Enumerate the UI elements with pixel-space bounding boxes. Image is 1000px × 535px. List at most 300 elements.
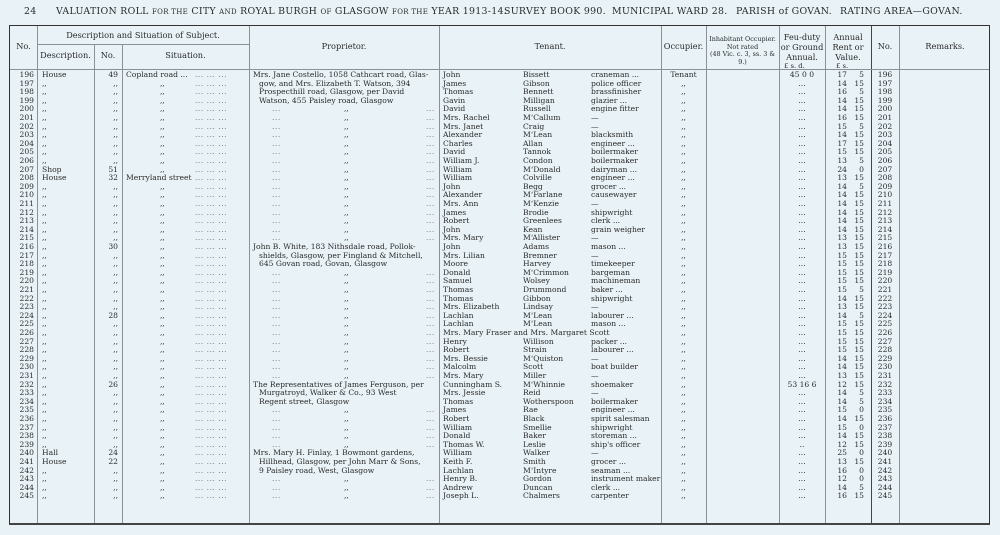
entry-no: 224 (19, 310, 34, 320)
rent-pounds: 13 (837, 457, 847, 466)
house-no: ,, (113, 147, 118, 157)
feu-duty: ... (798, 285, 806, 294)
situation: ,, (160, 353, 165, 363)
tenant-first-name: Lachlan (443, 465, 474, 475)
occupier: ,, (681, 388, 686, 398)
house-no: ,, (113, 250, 118, 260)
rent-pounds: 16 (837, 113, 847, 122)
rent-shillings: 15 (854, 216, 864, 226)
occupier: ,, (681, 491, 686, 501)
occupier: ,, (681, 78, 686, 88)
feu-duty: ... (798, 482, 806, 492)
proprietor-ditto: ,, (344, 156, 349, 165)
rent-shillings: 5 (859, 388, 864, 398)
rent-pounds: 14 (837, 181, 847, 191)
description: ,, (42, 345, 47, 355)
tenant-first-name: Alexander (443, 130, 483, 140)
proprietor-ditto: ,, (344, 362, 349, 372)
description: ,, (42, 439, 47, 449)
proprietor-ditto: ,, (344, 104, 349, 114)
entry-no-right: 228 (877, 345, 893, 355)
rent-shillings: 5 (859, 310, 864, 320)
proprietor-ditto: ... (272, 233, 281, 243)
feu-duty: ... (798, 224, 806, 234)
tenant-occupation: — (591, 448, 599, 458)
situation: ,, (160, 95, 165, 105)
entry-no-right: 204 (877, 138, 893, 148)
proprietor-ditto: ... (272, 474, 281, 484)
rent-shillings: 5 (859, 70, 864, 79)
rent-pounds: 14 (837, 78, 847, 88)
leader-dots: ... ... ... (195, 302, 228, 312)
situation: ,, (160, 207, 165, 217)
house-no: ,, (113, 319, 118, 329)
leader-dots: ... ... ... (195, 405, 228, 415)
proprietor-ditto: ... (426, 156, 435, 165)
tenant-occupation: mason ... (591, 319, 626, 329)
entry-no: 209 (19, 181, 34, 191)
entry-no: 204 (19, 138, 34, 148)
page-number: 24 (24, 6, 37, 17)
feu-duty: ... (798, 465, 806, 475)
description: ,, (42, 233, 47, 243)
description: ,, (42, 199, 47, 208)
feu-duty: ... (798, 422, 806, 432)
occupier: ,, (681, 121, 686, 131)
proprietor-ditto: ... (426, 173, 435, 183)
proprietor-ditto: ... (272, 310, 281, 320)
leader-dots: ... ... ... (195, 121, 228, 131)
occupier: ,, (681, 371, 686, 380)
occupier: ,, (681, 353, 686, 363)
entry-no-right: 237 (877, 422, 893, 432)
col-occupier: Occupier. (663, 41, 704, 51)
entry-no-right: 200 (877, 104, 893, 114)
tenant-occupation: boilermaker (591, 147, 638, 157)
feu-duty: ... (798, 371, 806, 380)
entry-no-right: 217 (877, 250, 893, 260)
leader-dots: ... ... ... (195, 448, 228, 458)
description: ,, (42, 156, 47, 165)
feu-duty: ... (798, 130, 806, 140)
roll-title: VALUATION ROLL FOR THE CITY AND ROYAL BURGH OF GLASGOW FOR THE YEAR 1913-14. (56, 6, 508, 17)
proprietor-ditto: ,, (344, 353, 349, 363)
rent-shillings: 15 (854, 173, 864, 183)
entry-no-right: 222 (877, 293, 893, 303)
feu-duty: ... (798, 104, 806, 114)
situation: ,, (160, 199, 165, 208)
rent-pounds: 15 (837, 405, 847, 415)
entry-no: 240 (19, 448, 34, 458)
tenant-occupation: — (591, 388, 599, 398)
leader-dots: ... ... ... (195, 242, 228, 251)
tenant-first-name: Mrs. Mary (443, 233, 484, 243)
situation: ,, (160, 156, 165, 165)
proprietor-ditto: ,, (344, 431, 349, 441)
tenant-first-name: Lachlan (443, 310, 474, 320)
proprietor-ditto: ,, (344, 482, 349, 492)
house-no: ,, (113, 414, 118, 423)
house-no: 49 (108, 70, 118, 79)
entry-no-right: 202 (877, 121, 893, 131)
entry-no: 220 (19, 276, 34, 286)
occupier: ,, (681, 147, 686, 157)
col-feu-duty: Feu-duty or Ground Annual. (780, 32, 824, 62)
situation: ,, (160, 233, 165, 243)
survey-book: SURVEY BOOK 990. (504, 6, 606, 17)
rent-units: £ s. (836, 62, 849, 70)
situation: ,, (160, 319, 165, 329)
house-no: ,, (113, 491, 118, 501)
house-no: ,, (113, 130, 118, 140)
proprietor-ditto: ... (426, 138, 435, 148)
description: ,, (42, 302, 47, 312)
tenant-surname: M‘Lean (523, 319, 553, 329)
description: ,, (42, 87, 47, 97)
house-no: 22 (108, 457, 118, 466)
feu-duty: ... (798, 156, 806, 165)
description: ,, (42, 138, 47, 148)
entry-no: 233 (19, 388, 34, 398)
entry-no: 217 (19, 250, 34, 260)
proprietor-ditto: ,, (344, 285, 349, 294)
situation: ,, (160, 276, 165, 286)
occupier: ,, (681, 242, 686, 251)
tenant-surname: M‘Lean (523, 130, 553, 140)
rent-pounds: 15 (837, 121, 847, 131)
tenant-surname: Begg (523, 181, 543, 191)
leader-dots: ... ... ... (195, 216, 228, 226)
description: ,, (42, 78, 47, 88)
description: ,, (42, 336, 47, 346)
proprietor-ditto: ,, (344, 336, 349, 346)
entry-no: 203 (19, 130, 34, 140)
entry-no: 237 (19, 422, 34, 432)
house-no: ,, (113, 353, 118, 363)
rent-shillings: 15 (854, 371, 864, 380)
rent-pounds: 13 (837, 233, 847, 243)
proprietor-ditto: ... (426, 216, 435, 226)
house-no: ,, (113, 328, 118, 337)
situation: ,, (160, 465, 165, 475)
entry-no: 223 (19, 302, 34, 312)
col-remarks: Remarks. (925, 41, 965, 51)
tenant-surname: M‘Lean (523, 310, 553, 320)
occupier: ,, (681, 138, 686, 148)
house-no: ,, (113, 259, 118, 269)
tenant-first-name: Mrs. Lilian (443, 250, 485, 260)
feu-duty: ... (798, 310, 806, 320)
situation: Merryland street (126, 173, 192, 183)
occupier: ,, (681, 362, 686, 372)
entry-no: 205 (19, 147, 34, 157)
tenant-occupation: — (591, 250, 599, 260)
leader-dots: ... ... ... (195, 164, 228, 174)
tenant-surname: Baker (523, 431, 546, 441)
description: ,, (42, 216, 47, 226)
rent-pounds: 12 (837, 474, 847, 484)
proprietor-ditto: ... (272, 156, 281, 165)
entry-no-right: 223 (877, 302, 893, 312)
leader-dots: ... ... ... (195, 113, 228, 122)
house-no: 30 (108, 242, 118, 251)
house-no: ,, (113, 396, 118, 406)
proprietor-ditto: ... (272, 199, 281, 208)
tenant-surname: M‘Farlane (523, 190, 563, 200)
proprietor-ditto: ... (426, 293, 435, 303)
feu-duty: ... (798, 388, 806, 398)
rent-pounds: 16 (837, 465, 847, 475)
situation: ,, (160, 250, 165, 260)
tenant-occupation: craneman ... (591, 70, 640, 79)
tenant-first-name: Robert (443, 216, 470, 226)
tenant-first-name: Henry (443, 336, 467, 346)
rent-shillings: 5 (859, 396, 864, 406)
occupier: ,, (681, 336, 686, 346)
proprietor-ditto: ... (272, 181, 281, 191)
tenant-first-name: Thomas (443, 293, 474, 303)
rent-pounds: 15 (837, 319, 847, 329)
leader-dots: ... ... ... (195, 276, 228, 286)
entry-no-right: 232 (877, 379, 893, 389)
leader-dots: ... ... ... (195, 70, 228, 79)
entry-no: 196 (19, 70, 34, 79)
feu-duty: ... (798, 113, 806, 122)
tenant-occupation: shoemaker (591, 379, 634, 389)
rent-pounds: 25 (837, 448, 847, 458)
entry-no-right: 245 (877, 491, 893, 501)
occupier: ,, (681, 439, 686, 449)
house-no: 28 (108, 310, 118, 320)
feu-duty: ... (798, 405, 806, 415)
entry-no-right: 229 (877, 353, 893, 363)
rent-shillings: 15 (854, 328, 864, 337)
feu-duty: ... (798, 328, 806, 337)
tenant-occupation: clerk ... (591, 482, 621, 492)
leader-dots: ... ... ... (195, 336, 228, 346)
rent-shillings: 15 (854, 379, 864, 389)
house-no: ,, (113, 336, 118, 346)
proprietor-ditto: ... (272, 207, 281, 217)
proprietor-ditto: ... (272, 285, 281, 294)
proprietor-ditto: ... (272, 414, 281, 423)
proprietor-ditto: ... (426, 474, 435, 484)
tenant-first-name: Thomas (443, 396, 474, 406)
leader-dots: ... ... ... (195, 285, 228, 294)
proprietor-ditto: ... (272, 121, 281, 131)
tenant-surname: Lindsay (523, 302, 553, 312)
proprietor-ditto: ... (426, 104, 435, 114)
rent-pounds: 14 (837, 482, 847, 492)
col-no-right: No. (877, 41, 893, 51)
tenant-occupation: labourer ... (591, 345, 634, 355)
rent-shillings: 15 (854, 457, 864, 466)
rent-shillings: 15 (854, 138, 864, 148)
col-house-no: No. (100, 50, 116, 60)
proprietor-ditto: ... (272, 336, 281, 346)
table-row (10, 492, 989, 501)
municipal-ward: MUNICIPAL WARD 28. (612, 6, 728, 17)
tenant-surname: Milligan (523, 95, 555, 105)
proprietor-ditto: ... (272, 422, 281, 432)
proprietor-line: 645 Govan road, Govan, Glasgow (259, 259, 388, 269)
proprietor-ditto: ,, (344, 147, 349, 157)
rent-pounds: 15 (837, 259, 847, 269)
tenant-first-name: James (443, 207, 467, 217)
entry-no-right: 231 (877, 371, 893, 380)
description: ,, (42, 310, 47, 320)
occupier: ,, (681, 396, 686, 406)
tenant-occupation: boilermaker (591, 396, 638, 406)
entry-no: 238 (19, 431, 34, 441)
entry-no-right: 207 (877, 164, 893, 174)
tenant-surname: Colville (523, 173, 552, 183)
feu-duty: ... (798, 138, 806, 148)
occupier: ,, (681, 164, 686, 174)
rent-pounds: 13 (837, 242, 847, 251)
leader-dots: ... ... ... (195, 293, 228, 303)
situation: ,, (160, 414, 165, 423)
feu-duty: 45 0 0 (789, 70, 815, 79)
feu-duty: ... (798, 267, 806, 277)
tenant-occupation: boilermaker (591, 156, 638, 165)
tenant-first-name: Mrs. Mary (443, 371, 484, 380)
description: Hall (42, 448, 59, 458)
tenant-occupation: clerk ... (591, 216, 621, 226)
tenant-first-name: Henry B. (443, 474, 478, 484)
leader-dots: ... ... ... (195, 181, 228, 191)
leader-dots: ... ... ... (195, 233, 228, 243)
proprietor-ditto: ,, (344, 422, 349, 432)
proprietor-ditto: ... (426, 371, 435, 380)
house-no: ,, (113, 276, 118, 286)
proprietor-ditto: ,, (344, 302, 349, 312)
tenant-first-name: Mrs. Jessie (443, 388, 486, 398)
tenant-occupation: — (591, 199, 599, 208)
proprietor-ditto: ,, (344, 310, 349, 320)
situation: ,, (160, 130, 165, 140)
col-proprietor: Proprietor. (321, 41, 367, 51)
proprietor-ditto: ,, (344, 491, 349, 501)
col-no: No. (16, 41, 31, 51)
entry-no: 241 (19, 457, 34, 466)
col-tenant: Tenant. (534, 41, 566, 51)
house-no: 24 (108, 448, 118, 458)
tenant-surname: Miller (523, 371, 547, 380)
tenant-surname: Drummond (523, 285, 567, 294)
tenant-occupation: carpenter (591, 491, 629, 501)
proprietor-ditto: ,, (344, 371, 349, 380)
tenant-surname: Bissett (523, 70, 550, 79)
proprietor-ditto: ... (426, 199, 435, 208)
proprietor-ditto: ... (272, 362, 281, 372)
entry-no: 234 (19, 396, 34, 406)
rent-pounds: 15 (837, 147, 847, 157)
description: ,, (42, 431, 47, 441)
proprietor-ditto: ,, (344, 121, 349, 131)
entry-no: 201 (19, 113, 34, 122)
proprietor-ditto: ,, (344, 130, 349, 140)
proprietor-ditto: ... (272, 138, 281, 148)
proprietor-ditto: ,, (344, 405, 349, 415)
tenant-surname: Kean (523, 224, 543, 234)
tenant-surname: Reid (523, 388, 541, 398)
tenant-occupation: — (591, 113, 599, 122)
tenant-surname: Black (523, 414, 545, 423)
leader-dots: ... ... ... (195, 465, 228, 475)
tenant-surname: M‘Kenzie (523, 199, 559, 208)
rent-pounds: 15 (837, 422, 847, 432)
entry-no-right: 218 (877, 259, 893, 269)
occupier: ,, (681, 87, 686, 97)
rent-pounds: 16 (837, 87, 847, 97)
leader-dots: ... ... ... (195, 130, 228, 140)
occupier: ,, (681, 285, 686, 294)
rent-shillings: 15 (854, 233, 864, 243)
entry-no: 214 (19, 224, 34, 234)
entry-no-right: 238 (877, 431, 893, 441)
tenant-surname: Wotherspoon (523, 396, 574, 406)
feu-duty: ... (798, 207, 806, 217)
proprietor-ditto: ... (426, 482, 435, 492)
entry-no-right: 205 (877, 147, 893, 157)
occupier: ,, (681, 199, 686, 208)
tenant-surname: Russell (523, 104, 551, 114)
tenant-first-name: Charles (443, 138, 473, 148)
occupier: ,, (681, 405, 686, 415)
proprietor-ditto: ,, (344, 190, 349, 200)
tenant-occupation: shipwright (591, 422, 633, 432)
occupier: ,, (681, 310, 686, 320)
proprietor-ditto: ,, (344, 439, 349, 449)
parish: PARISH of GOVAN. (736, 6, 832, 17)
description: ,, (42, 414, 47, 423)
occupier: ,, (681, 379, 686, 389)
occupier: ,, (681, 328, 686, 337)
rent-shillings: 15 (854, 336, 864, 346)
tenant-surname: M‘Crimmon (523, 267, 569, 277)
occupier: Tenant (670, 70, 697, 79)
situation: ,, (160, 328, 165, 337)
occupier: ,, (681, 345, 686, 355)
tenant-first-name: William (443, 173, 473, 183)
proprietor-ditto: ... (272, 276, 281, 286)
occupier: ,, (681, 319, 686, 329)
description: ,, (42, 95, 47, 105)
proprietor-ditto: ... (272, 130, 281, 140)
description: ,, (42, 104, 47, 114)
entry-no-right: 213 (877, 216, 893, 226)
description: ,, (42, 181, 47, 191)
rent-shillings: 15 (854, 276, 864, 286)
tenant-first-name: Joseph L. (443, 491, 479, 501)
proprietor-ditto: ... (272, 353, 281, 363)
entry-no-right: 220 (877, 276, 893, 286)
rent-pounds: 24 (837, 164, 847, 174)
tenant-first-name: James (443, 78, 467, 88)
proprietor-ditto: ... (272, 164, 281, 174)
house-no: ,, (113, 87, 118, 97)
house-no: ,, (113, 104, 118, 114)
proprietor-ditto: ... (426, 147, 435, 157)
tenant-first-name: David (443, 147, 466, 157)
rent-shillings: 15 (854, 302, 864, 312)
rent-shillings: 15 (854, 353, 864, 363)
proprietor-line: Hillhead, Glasgow, per John Marr & Sons, (259, 457, 421, 466)
rent-pounds: 15 (837, 336, 847, 346)
proprietor-ditto: ... (272, 173, 281, 183)
tenant-occupation: ship's officer (591, 439, 641, 449)
